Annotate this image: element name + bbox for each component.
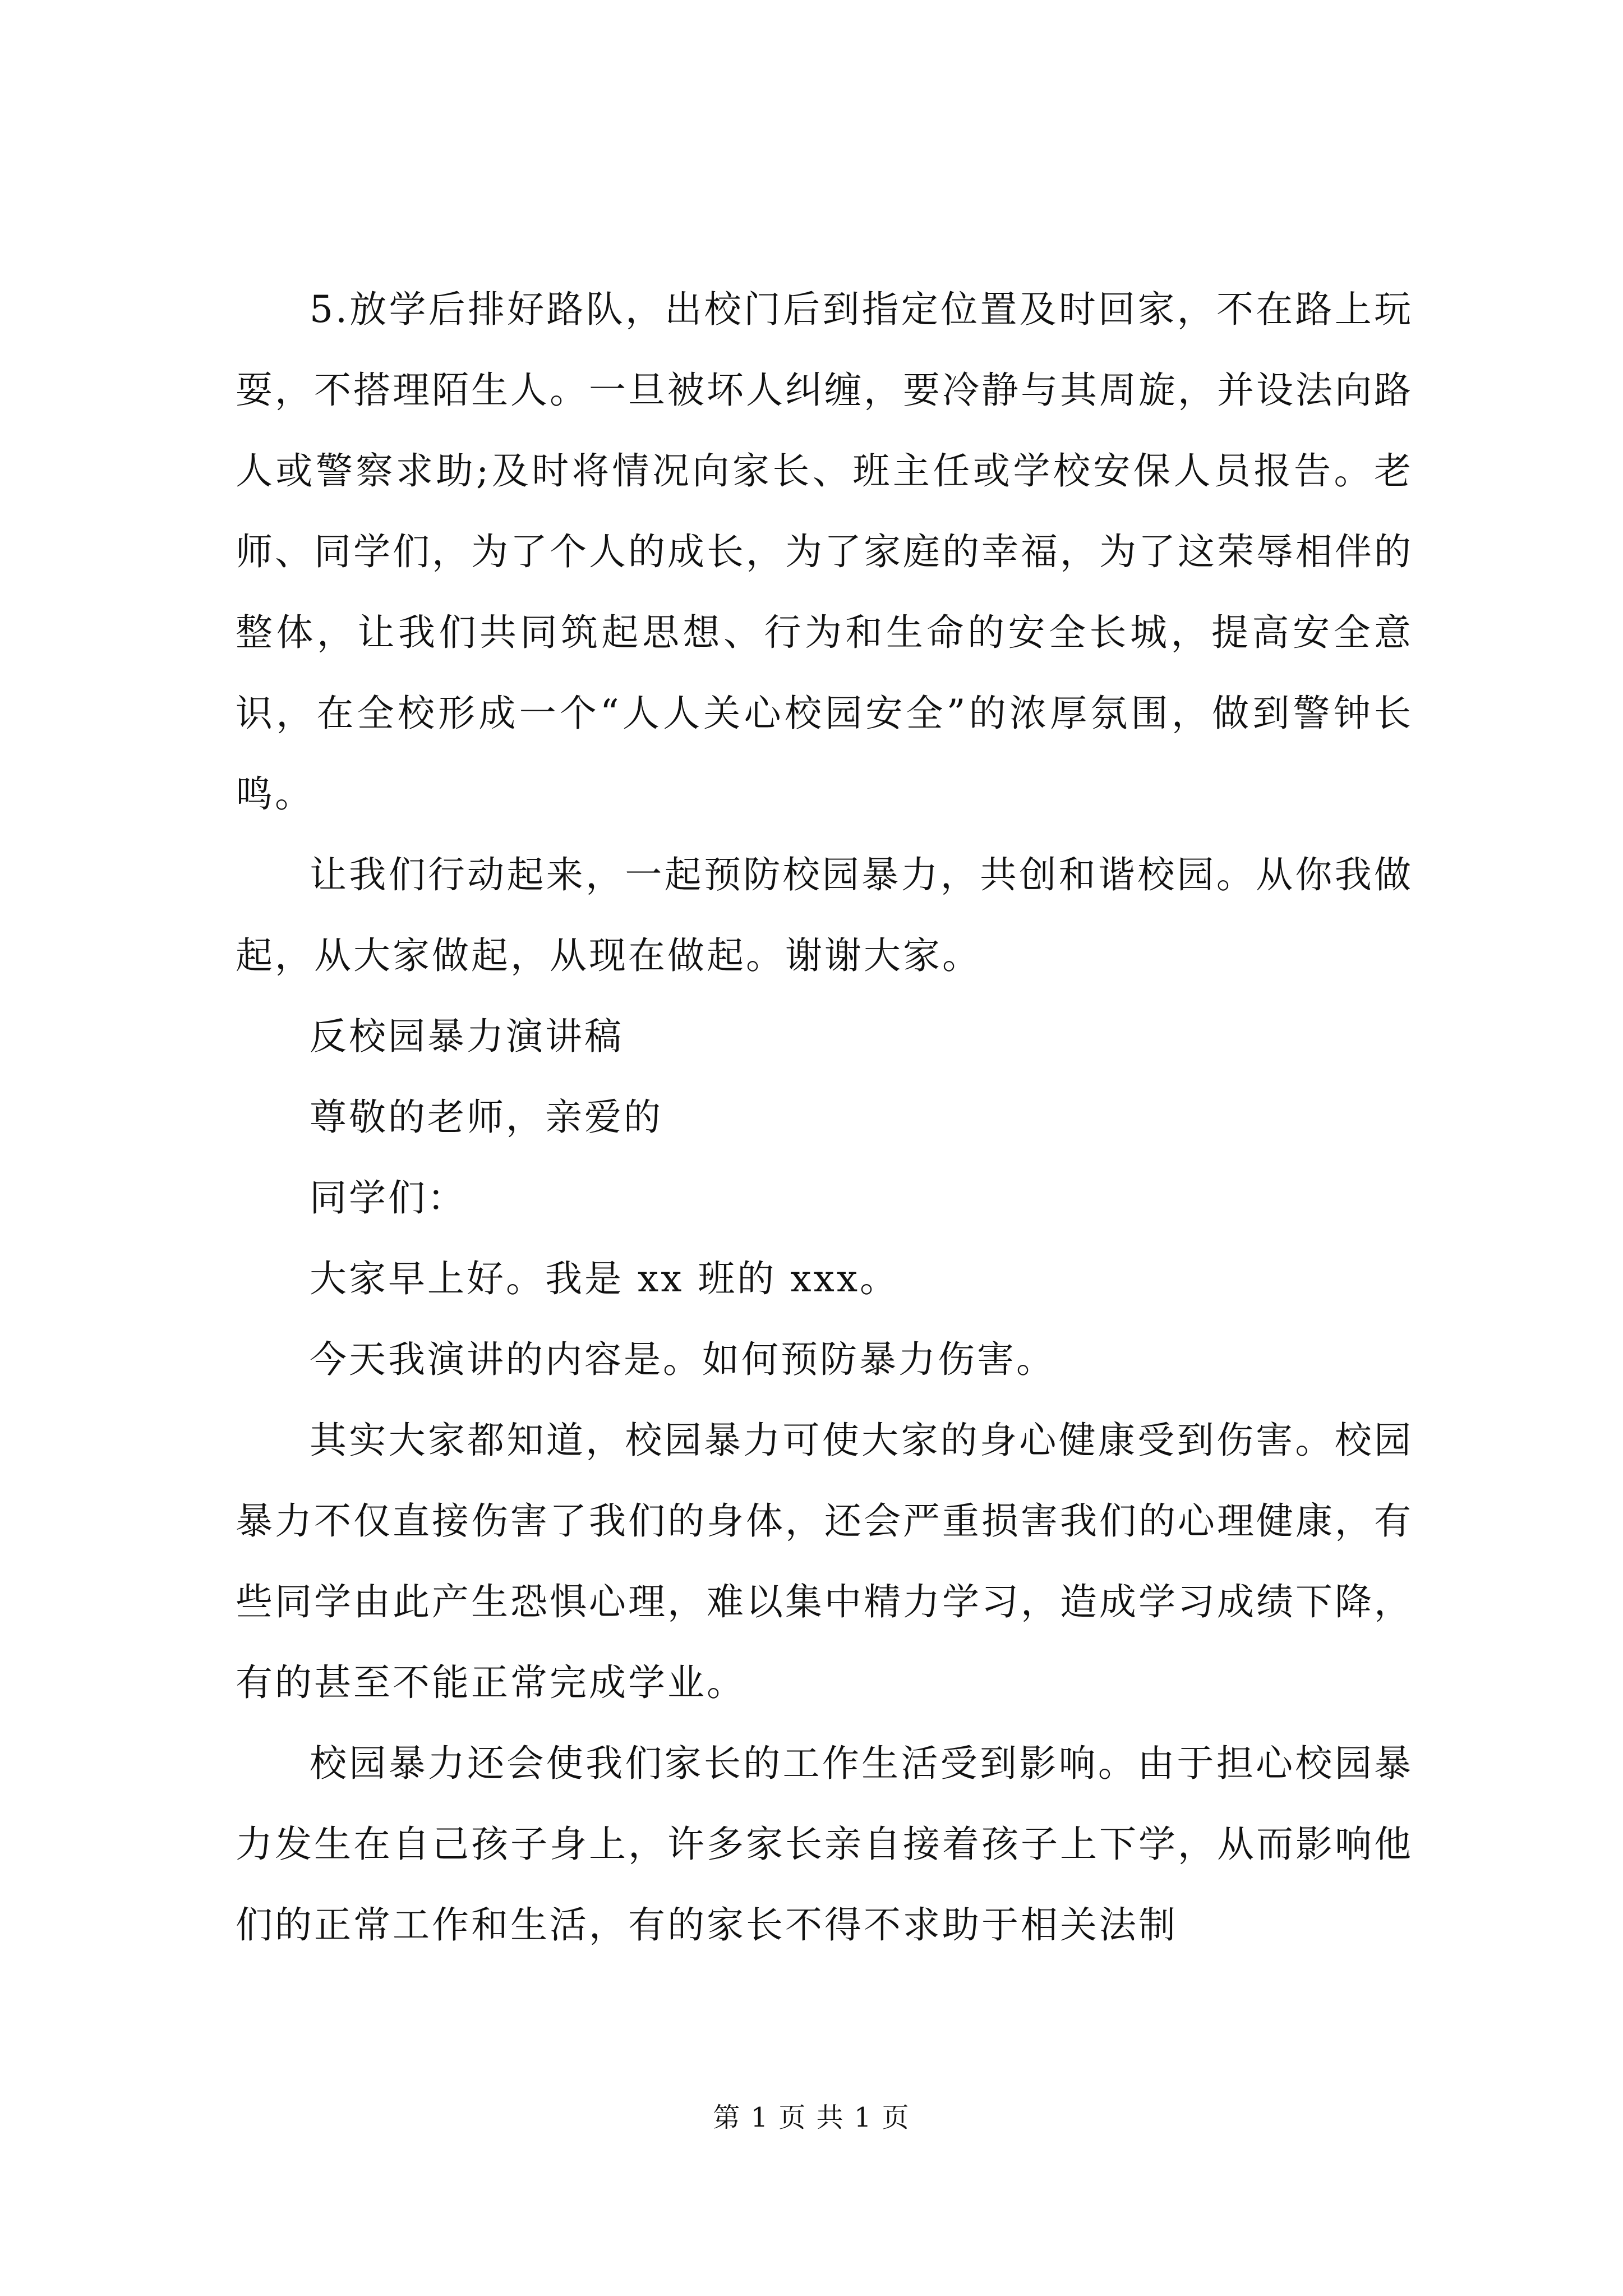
paragraph-safety-tips: 5.放学后排好路队，出校门后到指定位置及时回家，不在路上玩耍，不搭理陌生人。一旦被坏人纠缠，要冷静与其周旋，并设法向路人或警察求助;及时将情况向家长、班主任或学校安保人员报告。老师、同学们，为了个人的成长，为了家庭的幸福，为了这荣辱相伴的整体，让我们共同筑起思想、行为和生命的安全长城，提高安全意识，在全校形成一个“人人关心校园安全”的浓厚氛围，做到警钟长鸣。 bbox=[236, 288, 1413, 816]
self-introduction: 大家早上好。我是 xx 班的 xxx。 bbox=[310, 1257, 900, 1300]
paragraph-call-to-action: 让我们行动起来，一起预防校园暴力，共创和谐校园。从你我做起，从大家做起，从现在做起。谢谢大家。 bbox=[236, 853, 1413, 977]
speech-topic: 今天我演讲的内容是。如何预防暴力伤害。 bbox=[310, 1338, 1055, 1381]
paragraph-harm-to-students: 其实大家都知道，校园暴力可使大家的身心健康受到伤害。校园暴力不仅直接伤害了我们的身体，还会严重损害我们的心理健康，有些同学由此产生恐惧心理，难以集中精力学习，造成学习成绩下降，有的甚至不能正常完成学业。 bbox=[236, 1419, 1413, 1704]
document-body bbox=[236, 269, 1413, 1966]
page-number-footer: 第 1 页 共 1 页 bbox=[713, 2102, 910, 2133]
greeting-line-1: 尊敬的老师，亲爱的 bbox=[310, 1096, 663, 1139]
speech-title: 反校园暴力演讲稿 bbox=[310, 1015, 624, 1058]
greeting-line-2: 同学们： bbox=[310, 1176, 467, 1220]
paragraph-harm-to-parents: 校园暴力还会使我们家长的工作生活受到影响。由于担心校园暴力发生在自己孩子身上，许多家长亲自接着孩子上下学，从而影响他们的正常工作和生活，有的家长不得不求助于相关法制 bbox=[236, 1742, 1413, 1947]
